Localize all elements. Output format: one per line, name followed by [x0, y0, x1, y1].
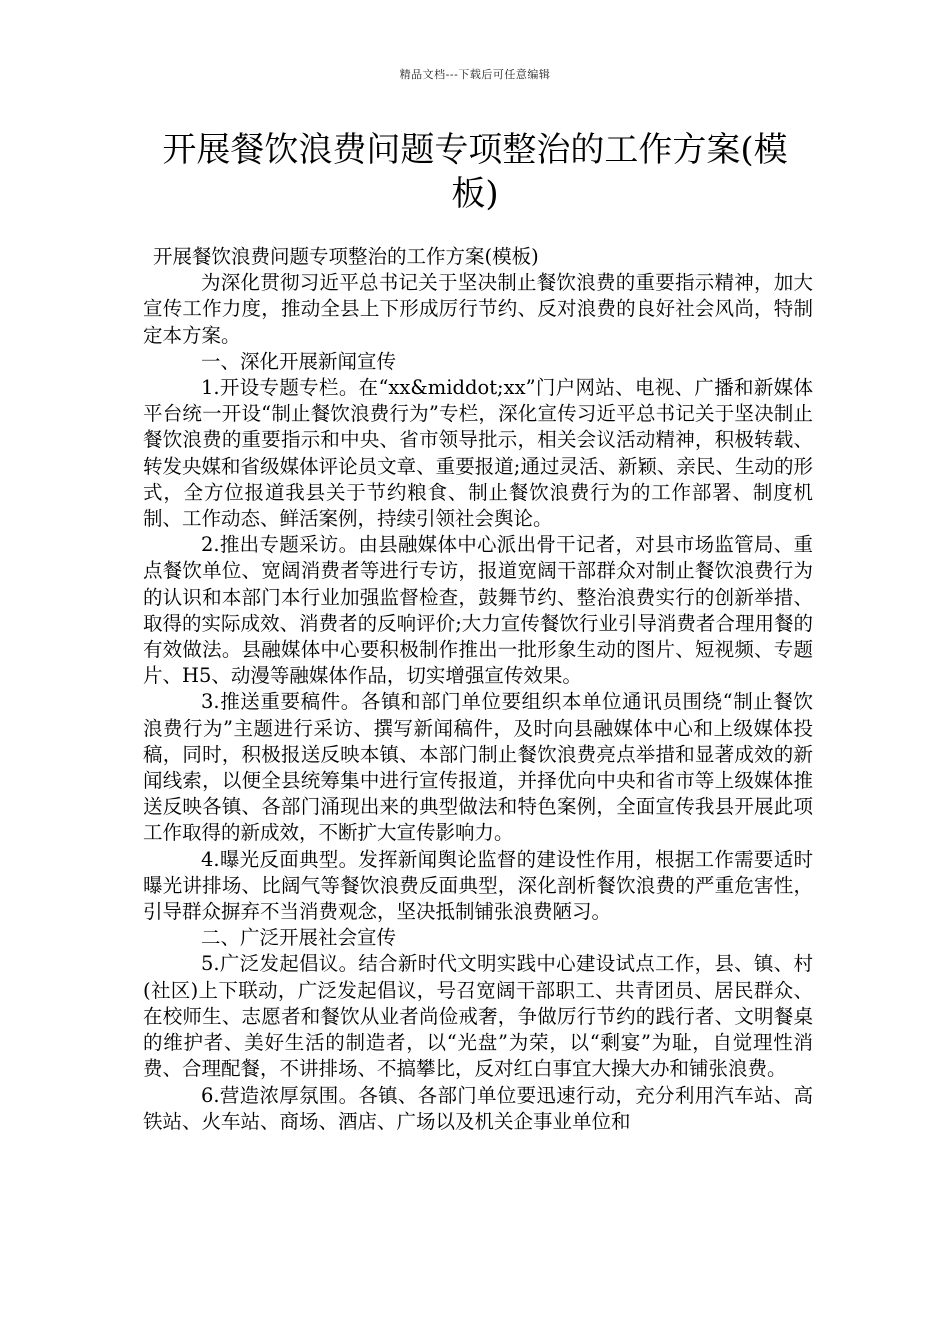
paragraph-item-3: 3.推送重要稿件。各镇和部门单位要组织本单位通讯员围绕“制止餐饮浪费行为”主题进行采访、撰写新闻稿件，及时向县融媒体中心和上级媒体投稿，同时，积极报送反映本镇、本部门制止餐饮浪费亮点举措和显著成效的新闻线索，以便全县统筹集中进行宣传报道，并择优向中央和省市等上级媒体推送反映各镇、各部门涌现出来的典型做法和特色案例，全面宣传我县开展此项工作取得的新成效，不断扩大宣传影响力。	[143, 690, 813, 845]
page-header-note: 精品文档---下载后可任意编辑	[399, 68, 551, 81]
paragraph-item-1: 1.开设专题专栏。在“xx&middot;xx”门户网站、电视、广播和新媒体平台统一开设“制止餐饮浪费行为”专栏，深化宣传习近平总书记关于坚决制止餐饮浪费的重要指示和中央、省市领导批示，相关会议活动精神，积极转载、转发央媒和省级媒体评论员文章、重要报道;通过灵活、新颖、亲民、生动的形式，全方位报道我县关于节约粮食、制止餐饮浪费行为的工作部署、制度机制、工作动态、鲜活案例，持续引领社会舆论。	[143, 376, 813, 531]
document-subtitle: 开展餐饮浪费问题专项整治的工作方案(模板)	[153, 245, 539, 268]
section-heading-1: 一、深化开展新闻宣传	[201, 349, 397, 373]
document-body	[143, 244, 813, 1135]
paragraph-item-5: 5.广泛发起倡议。结合新时代文明实践中心建设试点工作，县、镇、村(社区)上下联动，广泛发起倡议，号召宽阔干部职工、共青团员、居民群众、在校师生、志愿者和餐饮从业者尚俭戒奢，争做厉行节约的践行者、文明餐桌的维护者、美好生活的制造者，以“光盘”为荣，以“剩宴”为耻，自觉理性消费、合理配餐，不讲排场、不搞攀比，反对红白事宜大操大办和铺张浪费。	[143, 952, 813, 1081]
intro-paragraph: 为深化贯彻习近平总书记关于坚决制止餐饮浪费的重要指示精神，加大宣传工作力度，推动全县上下形成厉行节约、反对浪费的良好社会风尚，特制定本方案。	[143, 271, 813, 347]
paragraph-item-4: 4.曝光反面典型。发挥新闻舆论监督的建设性作用，根据工作需要适时曝光讲排场、比阔气等餐饮浪费反面典型，深化剖析餐饮浪费的严重危害性，引导群众摒弃不当消费观念，坚决抵制铺张浪费陋习。	[143, 847, 813, 924]
paragraph-item-6: 6.营造浓厚氛围。各镇、各部门单位要迅速行动，充分利用汽车站、高铁站、火车站、商场、酒店、广场以及机关企事业单位和	[143, 1083, 813, 1133]
paragraph-item-2: 2.推出专题采访。由县融媒体中心派出骨干记者，对县市场监管局、重点餐饮单位、宽阔消费者等进行专访，报道宽阔干部群众对制止餐饮浪费行为的认识和本部门本行业加强监督检查，鼓舞节约、整治浪费实行的创新举措、取得的实际成效、消费者的反响评价;大力宣传餐饮行业引导消费者合理用餐的有效做法。县融媒体中心要积极制作推出一批形象生动的图片、短视频、专题片、H5、动漫等融媒体作品，切实增强宣传效果。	[143, 533, 813, 688]
section-heading-2: 二、广泛开展社会宣传	[201, 926, 397, 950]
document-title: 开展餐饮浪费问题专项整治的工作方案(模板)	[162, 130, 788, 214]
